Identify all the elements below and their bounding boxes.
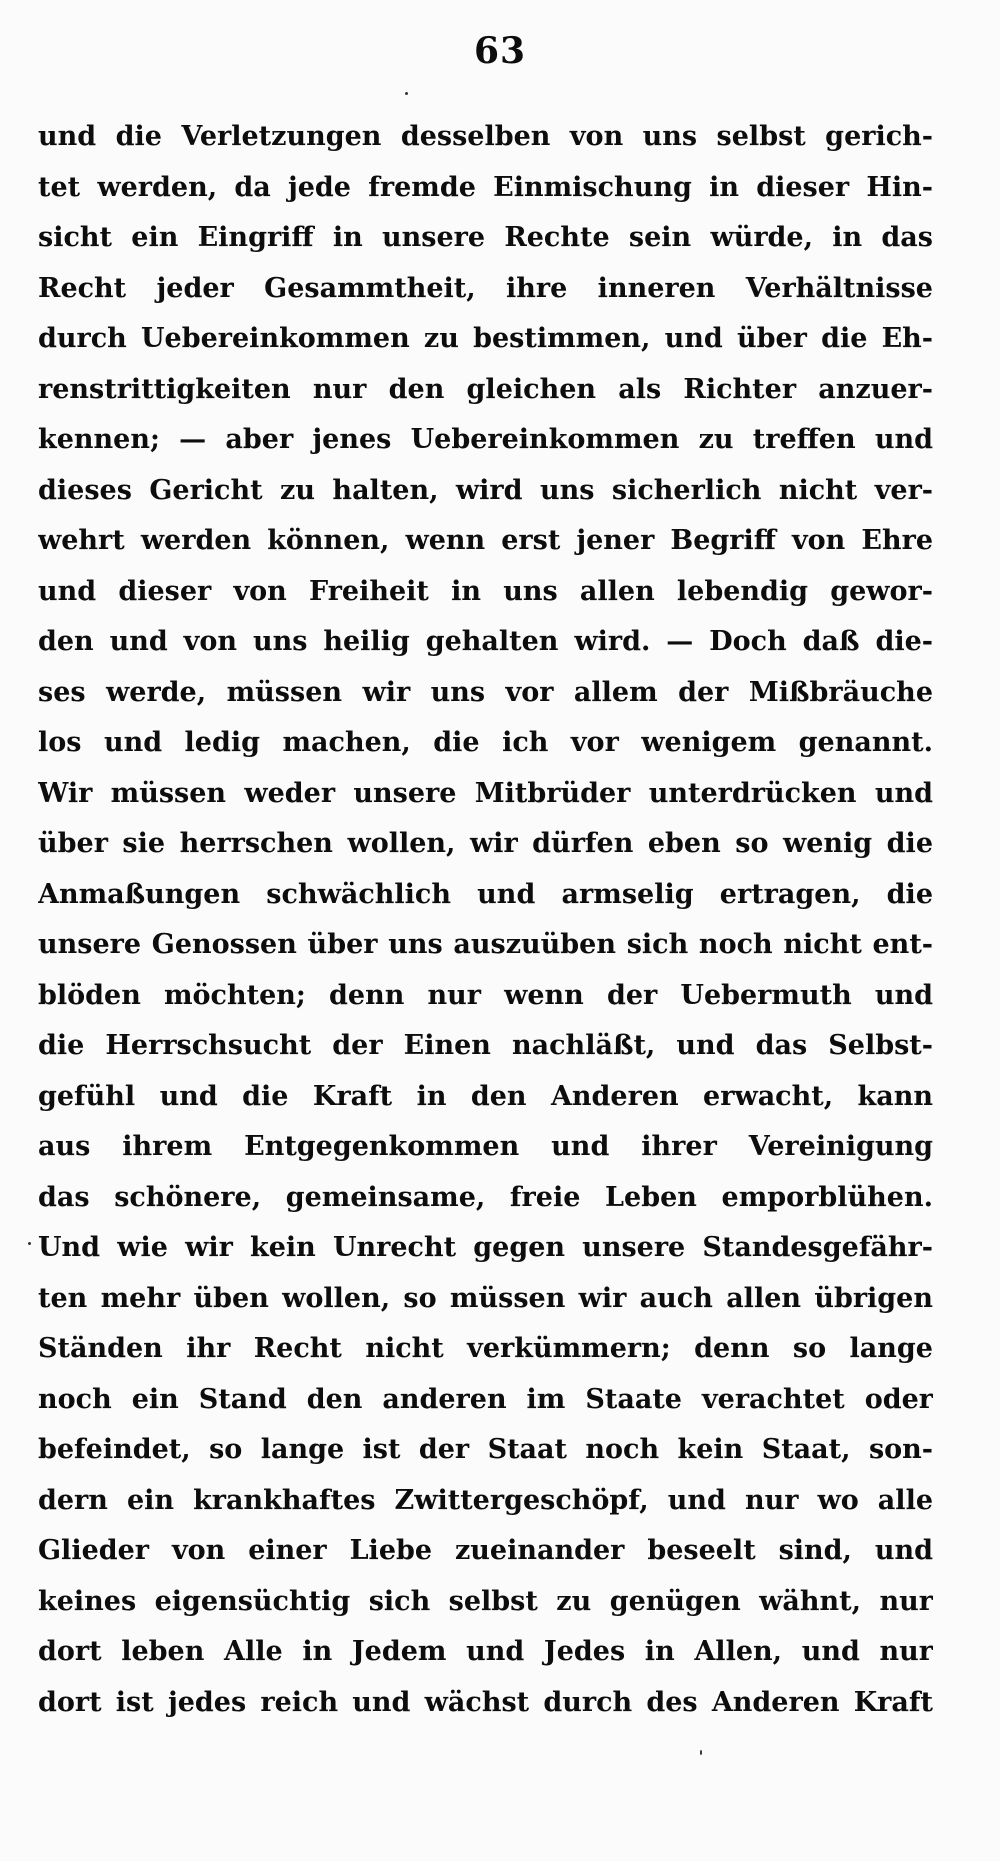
text-line: den und von uns heilig gehalten wird. — Doch daß die- <box>38 626 933 657</box>
text-line: das schönere, gemeinsame, freie Leben emporblühen. <box>38 1181 933 1213</box>
text-line: über sie herrschen wollen, wir dürfen eben so wenig die <box>38 828 933 859</box>
text-line: Wir müssen weder unsere Mitbrüder unterdrücken und <box>38 777 933 809</box>
text-line: kennen; — aber jenes Uebereinkommen zu treffen und <box>38 424 933 455</box>
text-line: ten mehr üben wollen, so müssen wir auch allen übrigen <box>38 1282 933 1314</box>
text-line: los und ledig machen, die ich vor wenigem genannt. <box>38 727 933 758</box>
text-line: dort leben Alle in Jedem und Jedes in Allen, und nur <box>38 1636 933 1667</box>
text-line: gefühl und die Kraft in den Anderen erwacht, kann <box>38 1080 933 1112</box>
print-speck <box>405 92 408 95</box>
text-line: dieses Gericht zu halten, wird uns sicherlich nicht ver- <box>38 474 933 506</box>
text-line: wehrt werden können, wenn erst jener Begriff von Ehre <box>38 525 933 556</box>
text-line: durch Uebereinkommen zu bestimmen, und über die Eh- <box>38 323 933 354</box>
text-line: tet werden, da jede fremde Einmischung in dieser Hin- <box>38 171 933 203</box>
text-line: renstrittigkeiten nur den gleichen als Richter anzuer- <box>38 373 933 405</box>
text-line: dort ist jedes reich und wächst durch des Anderen Kraft <box>38 1686 933 1718</box>
text-line: dern ein krankhaftes Zwittergeschöpf, und nur wo alle <box>38 1484 933 1516</box>
text-line: noch ein Stand den anderen im Staate verachtet oder <box>38 1383 933 1415</box>
print-speck <box>28 1242 31 1245</box>
text-line: befeindet, so lange ist der Staat noch kein Staat, son- <box>38 1434 933 1465</box>
text-line: Recht jeder Gesammtheit, ihre inneren Verhältnisse <box>38 272 933 304</box>
text-line: ses werde, müssen wir uns vor allem der Mißbräuche <box>38 676 933 708</box>
text-line: und dieser von Freiheit in uns allen lebendig gewor- <box>38 575 933 607</box>
text-line: unsere Genossen über uns auszuüben sich noch nicht ent- <box>38 929 933 960</box>
text-line: blöden möchten; denn nur wenn der Uebermuth und <box>38 979 933 1011</box>
text-line: keines eigensüchtig sich selbst zu genügen wähnt, nur <box>38 1585 933 1617</box>
print-speck <box>700 1750 702 1755</box>
text-line: aus ihrem Entgegenkommen und ihrer Vereinigung <box>38 1131 933 1162</box>
text-line: Glieder von einer Liebe zueinander beseelt sind, und <box>38 1535 933 1566</box>
text-line: und die Verletzungen desselben von uns selbst gerich- <box>38 121 933 152</box>
body-text <box>38 112 933 1728</box>
text-line: die Herrschsucht der Einen nachläßt, und das Selbst- <box>38 1030 933 1061</box>
page-number: 63 <box>473 30 527 72</box>
text-line: Ständen ihr Recht nicht verkümmern; denn so lange <box>38 1333 933 1364</box>
text-line: sicht ein Eingriff in unsere Rechte sein würde, in das <box>38 222 933 253</box>
text-line: Und wie wir kein Unrecht gegen unsere Standesgefähr- <box>38 1232 933 1263</box>
text-line: Anmaßungen schwächlich und armselig ertragen, die <box>38 878 933 910</box>
